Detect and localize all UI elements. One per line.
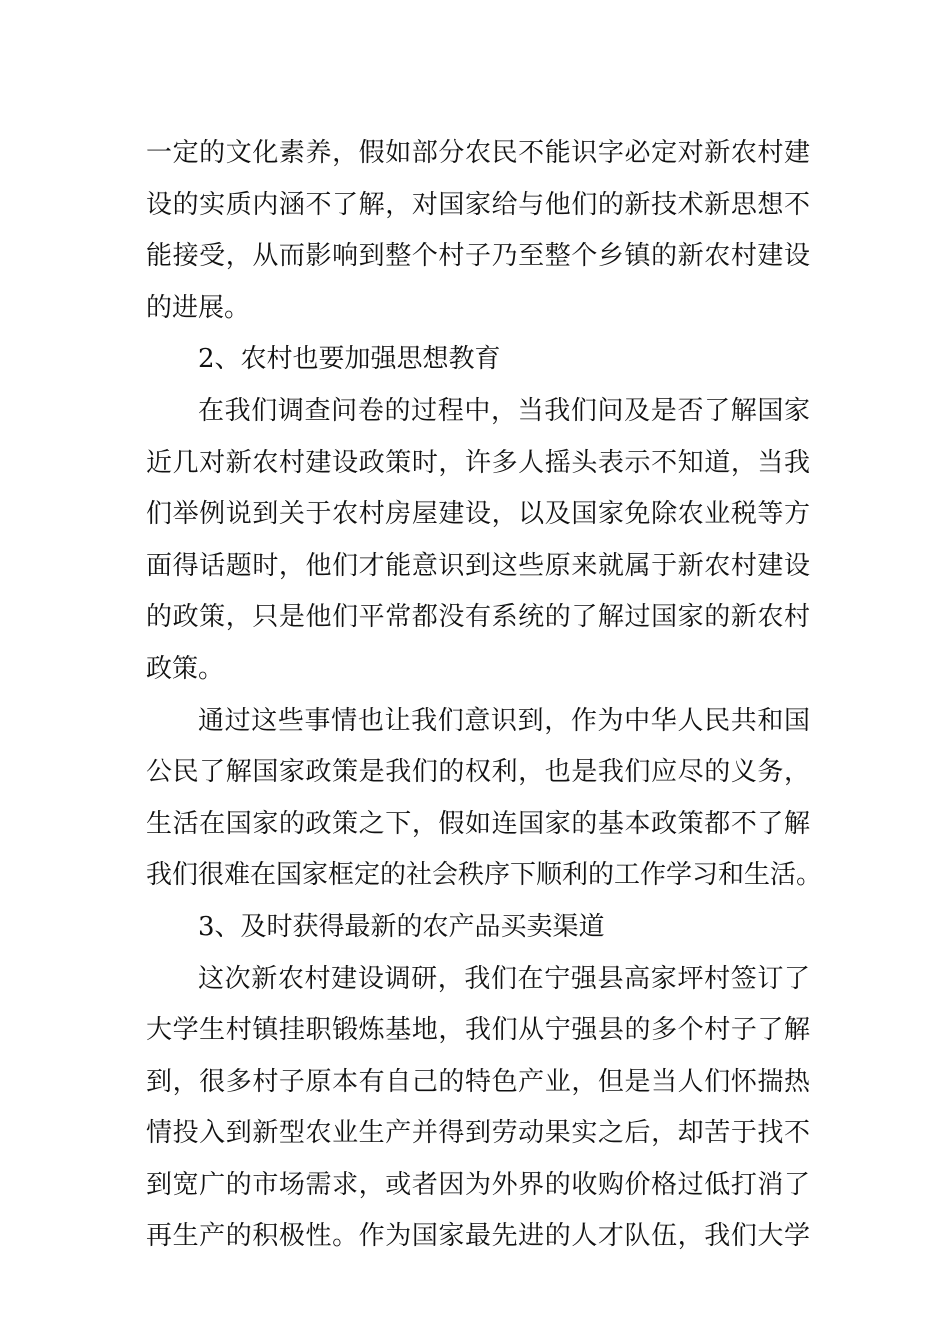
text-line: 政策。 <box>146 653 225 684</box>
text-line: 公民了解国家政策是我们的权利，也是我们应尽的义务， <box>146 757 810 788</box>
text-line: 的政策，只是他们平常都没有系统的了解过国家的新农村 <box>146 602 810 633</box>
text-line: 们举例说到关于农村房屋建设，以及国家免除农业税等方 <box>146 499 810 530</box>
text-line: 情投入到新型农业生产并得到劳动果实之后，却苦于找不 <box>146 1118 810 1149</box>
text-line: 生活在国家的政策之下，假如连国家的基本政策都不了解 <box>146 808 810 839</box>
body-text <box>146 128 823 1263</box>
text-line: 近几对新农村建设政策时，许多人摇头表示不知道，当我 <box>146 447 810 478</box>
text-line: 一定的文化素养，假如部分农民不能识字必定对新农村建 <box>146 138 810 168</box>
section-heading-3: 3、及时获得最新的农产品买卖渠道 <box>198 911 605 942</box>
text-line: 我们很难在国家框定的社会秩序下顺利的工作学习和生活。 <box>146 860 823 891</box>
text-line: 的进展。 <box>146 292 251 323</box>
section-heading-2: 2、农村也要加强思想教育 <box>198 344 501 375</box>
text-line: 再生产的积极性。作为国家最先进的人才队伍，我们大学 <box>146 1221 810 1252</box>
text-line: 能接受，从而影响到整个村子乃至整个乡镇的新农村建设 <box>146 241 810 272</box>
paragraph-start: 通过这些事情也让我们意识到，作为中华人民共和国 <box>198 705 810 736</box>
paragraph-start: 这次新农村建设调研，我们在宁强县高家坪村签订了 <box>198 963 810 994</box>
text-line: 大学生村镇挂职锻炼基地，我们从宁强县的多个村子了解 <box>146 1015 810 1046</box>
text-line: 到，很多村子原本有自己的特色产业，但是当人们怀揣热 <box>146 1066 810 1097</box>
text-line: 到宽广的市场需求，或者因为外界的收购价格过低打消了 <box>146 1169 810 1200</box>
text-line: 面得话题时，他们才能意识到这些原来就属于新农村建设 <box>146 550 810 581</box>
text-line: 设的实质内涵不了解，对国家给与他们的新技术新思想不 <box>146 189 810 220</box>
paragraph-start: 在我们调查问卷的过程中，当我们问及是否了解国家 <box>198 395 810 426</box>
